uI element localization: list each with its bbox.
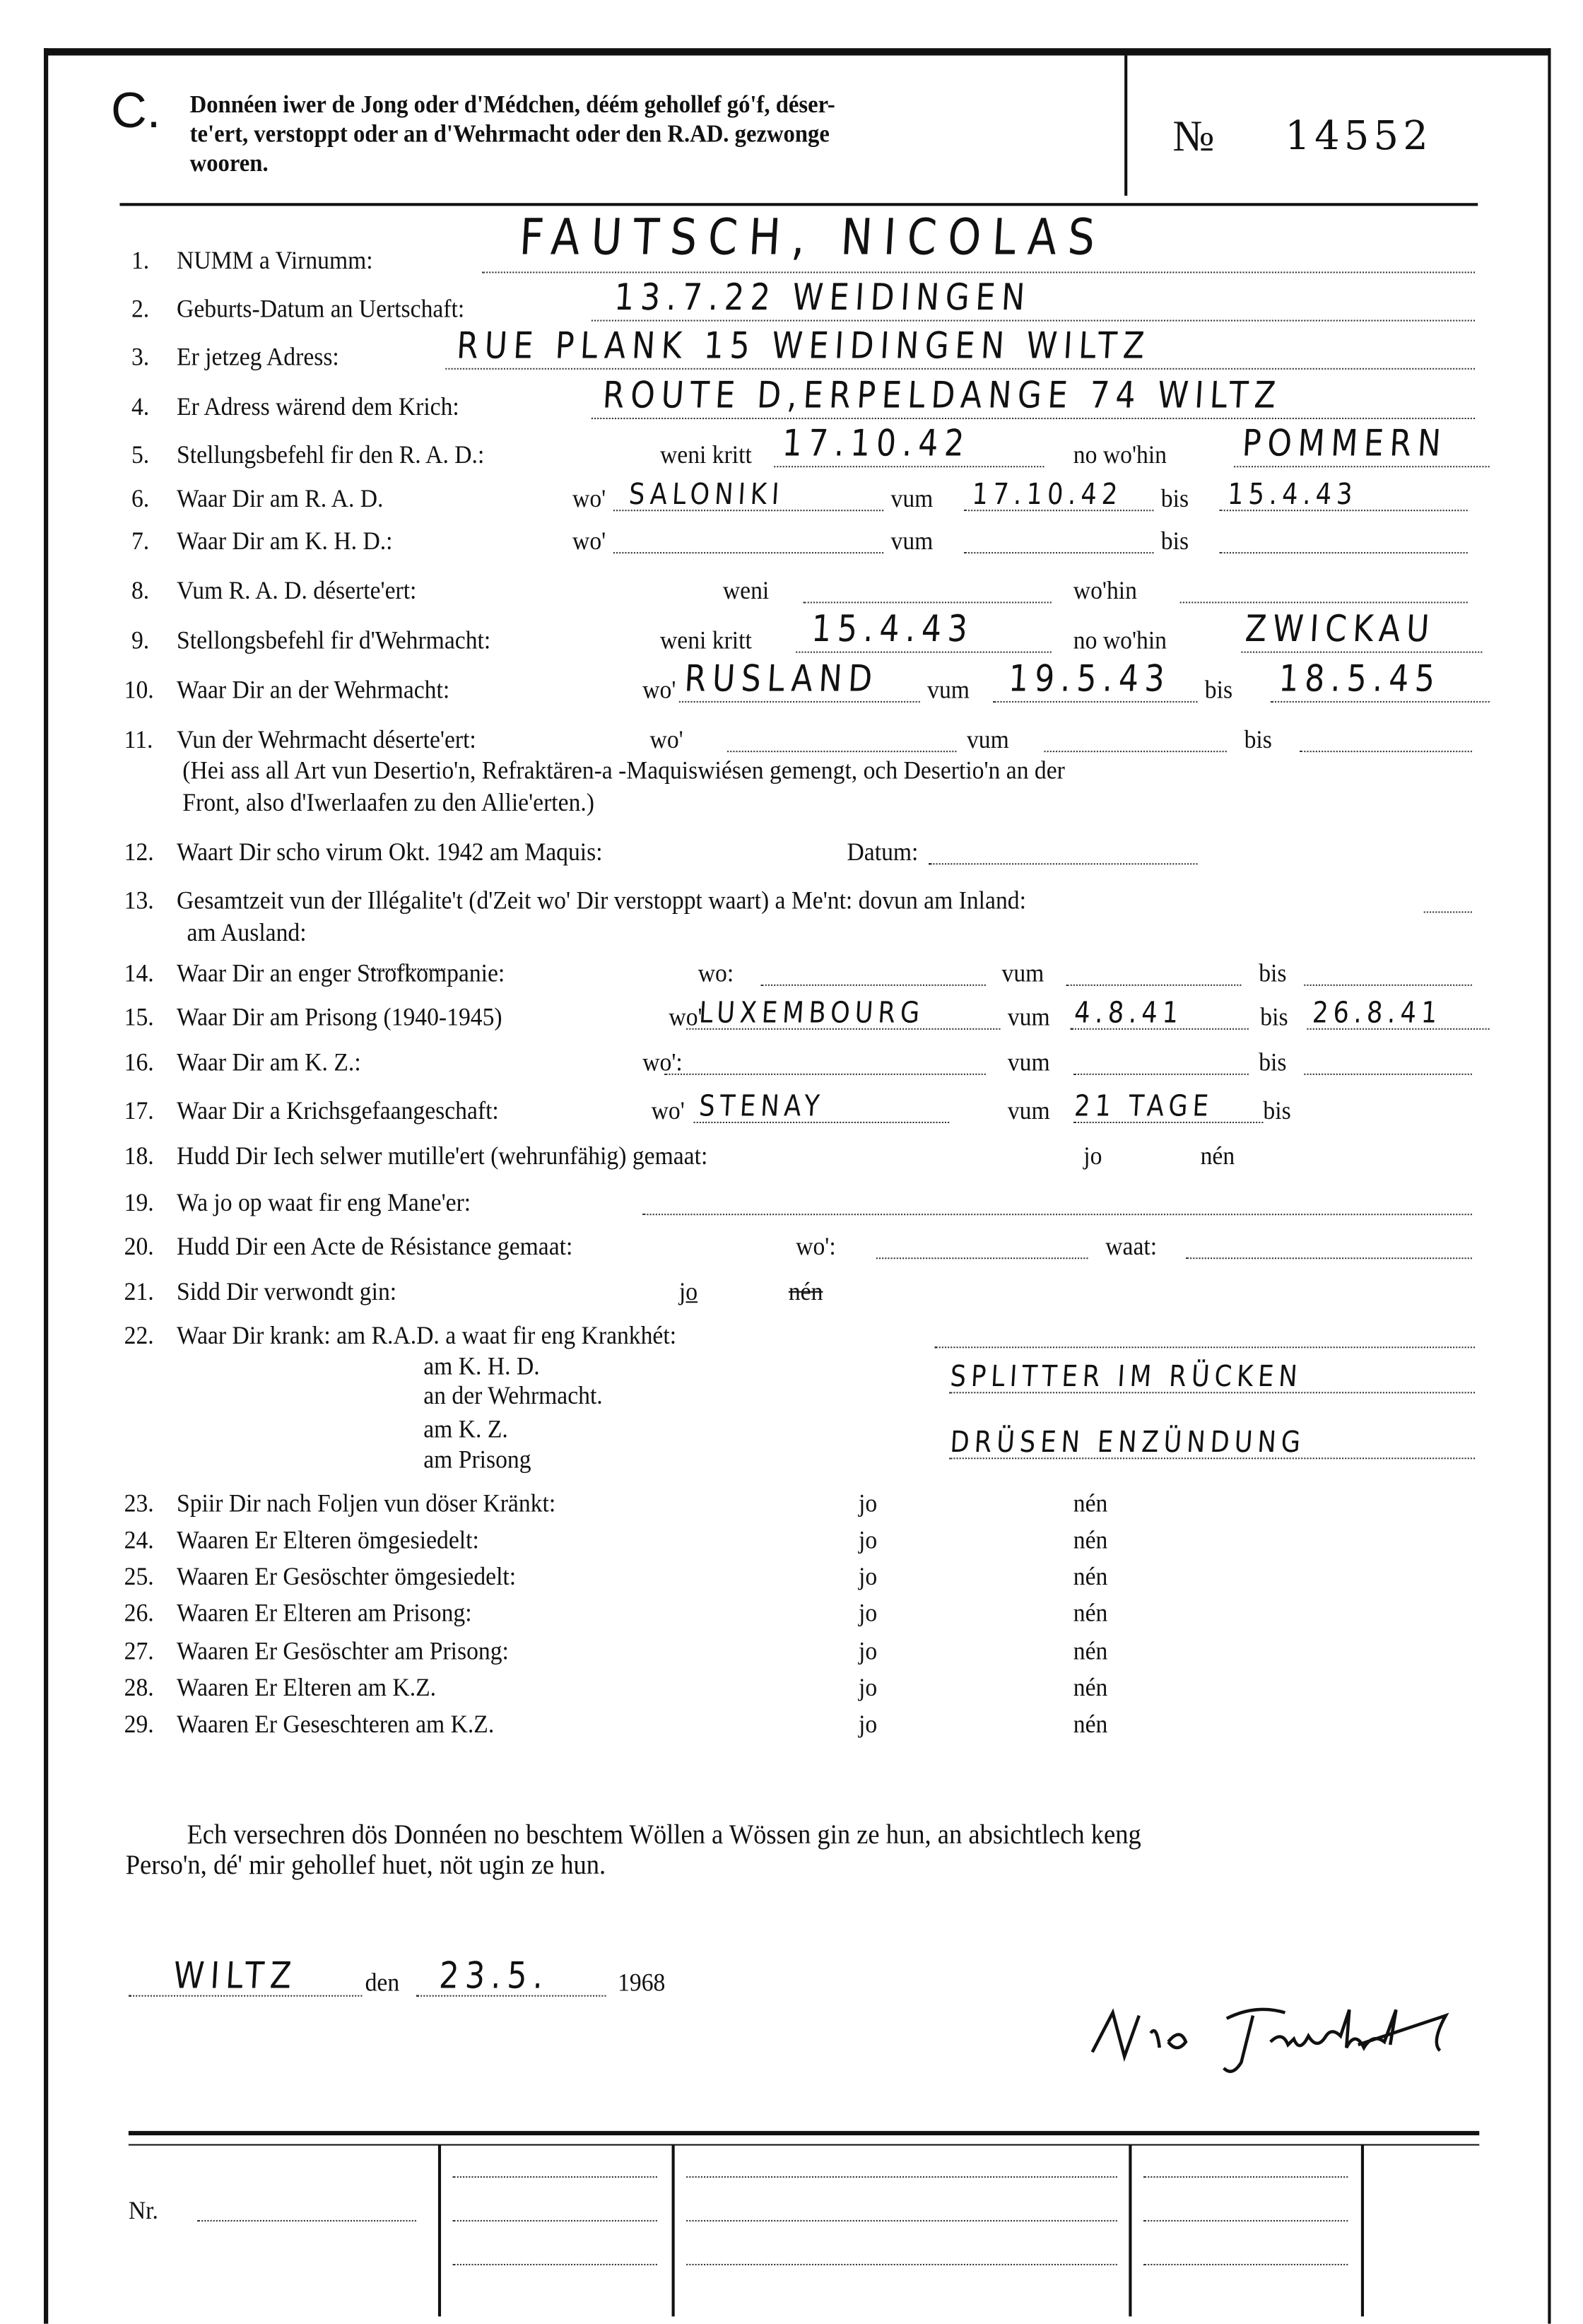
field-label: no wo'hin [1073,625,1167,655]
handwritten-answer[interactable]: RUE PLANK 15 WEIDINGEN WILTZ [455,324,1152,367]
answer-line[interactable] [929,863,1197,864]
question-number: 15. [124,1002,154,1031]
question-number: 17. [124,1095,154,1125]
question-label: Waar Dir am Prisong (1940-1945) [177,1002,502,1031]
question-label: Vum R. A. D. déserte'ert: [177,575,417,605]
field-label: vum [1007,1047,1050,1076]
answer-line[interactable] [1300,751,1472,752]
place-value[interactable]: WILTZ [172,1954,299,1997]
field-label: wo': [642,1047,683,1076]
field-label: waat: [1105,1231,1158,1261]
field-label: wo' [669,1002,702,1031]
sub-label: am K. H. D. [423,1351,540,1380]
question-label: Hudd Dir Iech selwer mutille'ert (wehrunfähig) gemaat: [177,1140,708,1170]
handwritten-answer[interactable]: RUSLAND [683,657,880,700]
handwritten-answer[interactable]: 15.4.43 [1226,476,1359,512]
footer-line [686,2220,1117,2222]
footer-line [453,2220,657,2222]
question-note: Front, also d'Iwerlaafen zu den Allie'erten.) [182,787,595,817]
question-label: Stellongsbefehl fir d'Wehrmacht: [177,625,491,655]
footer-line [453,2264,657,2265]
date-value[interactable]: 23.5. [437,1954,551,1997]
answer-line[interactable] [1066,985,1241,986]
answer-line[interactable] [934,1346,1475,1348]
field-label: bis [1244,724,1272,754]
option-nen[interactable]: nén [1073,1488,1108,1518]
field-label: no wo'hin [1073,439,1167,469]
handwritten-answer[interactable]: LUXEMBOURG [698,994,926,1030]
footer-nr-label: Nr. [128,2195,158,2225]
header-divider [119,203,1478,206]
footer-line [1143,2220,1348,2222]
answer-line[interactable] [1424,911,1472,912]
footer-col-1 [438,2144,440,2316]
answer-line[interactable] [613,552,883,553]
footer-nr-line [197,2220,416,2222]
field-label: bis [1160,525,1189,556]
handwritten-answer[interactable]: SALONIKI [628,476,785,512]
question-note: (Hei ass all Art vun Desertio'n, Refraktären-a -Maquiswiésen gemengt, och Desertio'n an der [182,755,1065,785]
handwritten-answer[interactable]: FAUTSCH, NICOLAS [517,209,1108,268]
question-number: 9. [131,625,150,655]
option-nen[interactable]: nén [1073,1672,1108,1702]
footer-line [1143,2176,1348,2178]
question-label: NUMM a Virnumm: [177,245,373,275]
handwritten-answer[interactable]: 19.5.43 [1007,657,1172,700]
answer-line[interactable] [964,552,1154,553]
question-number: 2. [131,293,150,323]
option-jo[interactable]: jo [859,1561,878,1591]
sub-label: am Prisong [423,1444,531,1474]
question-number: 25. [124,1561,154,1591]
question-label: Waar Dir am R. A. D. [177,483,384,513]
answer-line[interactable] [679,701,920,703]
header-title-line2: te'ert, verstoppt oder an d'Wehrmacht oder den R.AD. gezwonge [189,119,830,148]
option-nen[interactable]: nén [1200,1140,1235,1170]
question-number: 5. [131,439,150,469]
field-label: vum [966,724,1009,754]
question-label: Waaren Er Elteren ömgesiedelt: [177,1525,479,1554]
den-label: den [365,1967,400,1997]
field-label: Datum: [847,837,919,867]
field-label: bis [1259,1047,1287,1076]
answer-line[interactable] [1180,601,1468,603]
question-number: 11. [124,724,153,754]
field-label: bis [1259,958,1287,987]
question-label: Waar Dir a Krichsgefaangeschaft: [177,1095,499,1125]
footer-line [453,2176,657,2178]
answer-line[interactable] [876,1257,1088,1259]
question-number: 3. [131,341,150,371]
answer-line[interactable] [1271,701,1490,703]
question-number: 18. [124,1140,154,1170]
question-number: 8. [131,575,150,605]
field-label: vum [1001,958,1044,987]
question-label: Gesamtzeit vun der Illégalite't (d'Zeit wo' Dir verstoppt waart) a Me'nt: dovun am Inland: [177,885,1026,915]
answer-line[interactable] [804,601,1052,603]
question-label: Er jetzeg Adress: [177,341,339,371]
field-label: wo: [698,958,734,987]
field-label: vum [890,483,934,513]
question-number: 24. [124,1525,154,1554]
handwritten-answer[interactable]: ROUTE D,ERPELDANGE 74 WILTZ [601,373,1283,416]
handwritten-answer[interactable]: SPLITTER IM RÜCKEN [949,1358,1304,1394]
answer-line[interactable] [664,1074,986,1075]
field-label: wo': [796,1231,836,1261]
answer-line[interactable] [642,1214,1472,1215]
question-number: 1. [131,245,150,275]
question-label: Waar Dir an enger Strofkompanie: [177,958,505,987]
answer-line[interactable] [774,466,1044,467]
field-label: wo' [649,724,683,754]
footer-col-2 [672,2144,674,2316]
option-nen[interactable]: nén [1073,1525,1108,1554]
answer-line[interactable] [1073,1074,1249,1075]
handwritten-answer[interactable]: 15.4.43 [810,607,975,650]
handwritten-answer[interactable]: ZWICKAU [1244,607,1437,650]
question-label: Waaren Er Geseschteren am K.Z. [177,1708,495,1739]
answer-line[interactable] [592,320,1475,322]
number-sign: № [1172,112,1215,161]
handwritten-answer[interactable]: DRÜSEN ENZÜNDUNG [949,1424,1307,1460]
question-number: 28. [124,1672,154,1702]
question-number: 19. [124,1187,154,1217]
question-number: 20. [124,1231,154,1261]
field-label: am Ausland: [187,917,307,947]
answer-line[interactable] [1234,466,1490,467]
handwritten-answer[interactable]: 4.8.41 [1073,994,1184,1030]
option-jo[interactable]: jo [859,1672,878,1702]
question-number: 13. [124,885,154,915]
declaration-line1: Ech versechren dös Donnéen no beschtem Wöllen a Wössen gin ze hun, an absichtlech keng [187,1819,1141,1851]
question-label: Waar Dir am K. H. D.: [177,525,393,556]
handwritten-answer[interactable]: 17.10.42 [971,476,1124,512]
answer-line[interactable] [1044,751,1226,752]
answer-line[interactable] [1219,552,1467,553]
option-nen[interactable]: nén [1073,1561,1108,1591]
declaration-line2: Perso'n, dé' mir gehollef huet, nöt ugin ze hun. [125,1850,606,1882]
footer-rule-top [129,2131,1479,2135]
answer-line[interactable] [1304,1074,1472,1075]
option-jo[interactable]: jo [859,1636,878,1665]
question-number: 21. [124,1277,154,1306]
field-label: vum [1007,1095,1050,1125]
field-label: wo' [642,674,676,705]
section-letter: C. [111,83,161,139]
signature [1081,1986,1519,2089]
question-label: Waaren Er Gesöschter ömgesiedelt: [177,1561,517,1591]
question-number: 27. [124,1636,154,1665]
question-number: 7. [131,525,150,556]
question-number: 6. [131,483,150,513]
form-number: 14552 [1285,114,1432,160]
answer-line[interactable] [796,652,1052,653]
question-label: Vun der Wehrmacht déserte'ert: [177,724,476,754]
question-number: 26. [124,1597,154,1627]
option-jo[interactable]: jo [859,1488,878,1518]
question-number: 12. [124,837,154,867]
handwritten-answer[interactable]: STENAY [698,1088,825,1124]
footer-line [686,2264,1117,2265]
answer-line[interactable] [1241,652,1482,653]
question-label: Waar Dir am K. Z.: [177,1047,361,1076]
option-jo[interactable]: jo [859,1597,878,1627]
header-divider-vertical [1124,56,1127,196]
sub-label: am K. Z. [423,1414,508,1443]
answer-line[interactable] [761,985,986,986]
question-label: Waaren Er Gesöschter am Prisong: [177,1636,509,1665]
question-label: Wa jo op waat fir eng Mane'er: [177,1187,471,1217]
option-nen[interactable]: nén [1073,1597,1108,1627]
option-jo[interactable]: jo [859,1525,878,1554]
question-number: 10. [124,674,154,705]
handwritten-answer[interactable]: 21 TAGE [1073,1088,1215,1124]
footer-col-4 [1361,2144,1363,2316]
question-label: Er Adress wärend dem Krich: [177,391,459,421]
field-label: bis [1204,674,1233,705]
question-number: 22. [124,1320,154,1350]
question-label: Waaren Er Elteren am K.Z. [177,1672,437,1702]
field-label: vum [890,525,934,556]
field-label: vum [927,674,970,705]
field-label: weni [722,575,770,605]
field-label: wo' [572,525,606,556]
field-label: wo'hin [1073,575,1137,605]
year-label: 1968 [618,1967,666,1997]
question-label: Sidd Dir verwondt gin: [177,1277,397,1306]
question-label: Waar Dir krank: am R.A.D. a waat fir eng Krankhét: [177,1320,677,1350]
field-label: wo' [572,483,606,513]
footer-col-3 [1129,2144,1131,2316]
answer-line[interactable] [482,271,1475,273]
question-label: Waart Dir scho virum Okt. 1942 am Maquis: [177,837,603,867]
footer-line [1143,2264,1348,2265]
question-number: 14. [124,958,154,987]
field-label: wo' [651,1095,685,1125]
header-title-line3: wooren. [189,148,269,177]
question-number: 29. [124,1708,154,1739]
handwritten-answer[interactable]: 26.8.41 [1311,994,1443,1030]
handwritten-answer[interactable]: 13.7.22 WEIDINGEN [613,276,1032,319]
header-title-line1: Donnéen iwer de Jong oder d'Médchen, déém gehollef gó'f, déser- [189,90,835,119]
option-jo[interactable]: jo [859,1708,878,1739]
field-label: bis [1160,483,1189,513]
field-label: bis [1260,1002,1288,1031]
question-label: Stellungsbefehl fir den R. A. D.: [177,439,485,469]
answer-line[interactable] [445,368,1475,370]
footer-rule-second [129,2144,1479,2145]
option-jo[interactable]: jo [678,1277,698,1306]
option-nen[interactable]: nén [788,1277,823,1306]
field-label: bis [1263,1095,1291,1125]
field-label: vum [1007,1002,1050,1031]
question-label: Geburts-Datum an Uertschaft: [177,293,465,323]
answer-line[interactable] [993,701,1197,703]
handwritten-answer[interactable]: 18.5.45 [1277,657,1442,700]
option-nen[interactable]: nén [1073,1636,1108,1665]
question-label: Hudd Dir een Acte de Résistance gemaat: [177,1231,573,1261]
question-label: Waar Dir an der Wehrmacht: [177,674,450,705]
field-label: weni kritt [660,625,752,655]
field-label: weni kritt [660,439,752,469]
question-label: Waaren Er Elteren am Prisong: [177,1597,472,1627]
answer-line[interactable] [1186,1257,1472,1259]
option-nen[interactable]: nén [1073,1708,1108,1739]
question-number: 4. [131,391,150,421]
question-number: 16. [124,1047,154,1076]
handwritten-answer[interactable]: POMMERN [1241,422,1449,465]
question-number: 23. [124,1488,154,1518]
handwritten-answer[interactable]: 17.10.42 [781,422,972,465]
answer-line[interactable] [592,418,1475,419]
sub-label: an der Wehrmacht. [423,1380,603,1410]
footer-line [686,2176,1117,2178]
question-label: Spiir Dir nach Foljen vun döser Kränkt: [177,1488,556,1518]
answer-line[interactable] [727,751,956,752]
option-jo[interactable]: jo [1083,1140,1102,1170]
answer-line[interactable] [1304,985,1472,986]
